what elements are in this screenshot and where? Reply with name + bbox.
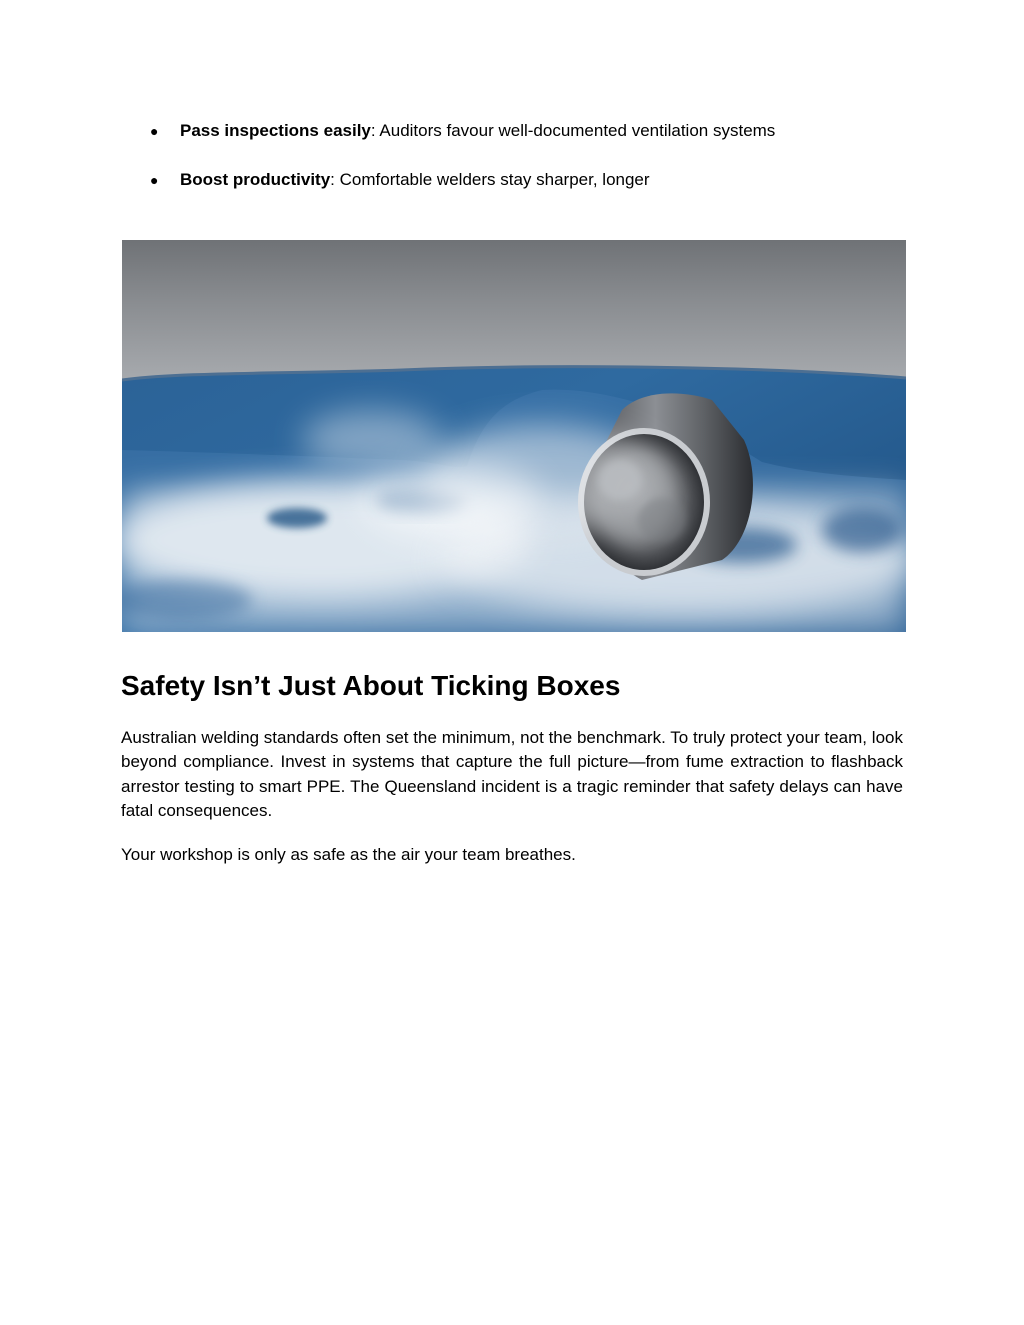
bullet-dot-icon: ● [150,123,159,139]
list-item [150,169,650,191]
bullet-bold-text: Boost productivity [180,170,331,189]
exhaust-pipe-photo [122,240,906,632]
bullet-text: : Comfortable welders stay sharper, longer [330,170,650,189]
bullet-dot-icon: ● [150,172,159,188]
list-item [150,120,775,142]
bullet-bold-text: Pass inspections easily [180,121,371,140]
closing-paragraph: Your workshop is only as safe as the air your team breathes. [121,845,576,864]
section-paragraph: Australian welding standards often set the minimum, not the benchmark. To truly protect your team, look beyond compliance. Invest in systems that capture the full picture—from fume extraction to flashback arrestor testing to smart PPE. The Queensland incident is a tragic reminder that safety delays can have fatal consequences. [121,728,903,820]
bullet-text: : Auditors favour well-documented ventilation systems [370,121,776,140]
section-heading: Safety Isn’t Just About Ticking Boxes [121,670,621,701]
